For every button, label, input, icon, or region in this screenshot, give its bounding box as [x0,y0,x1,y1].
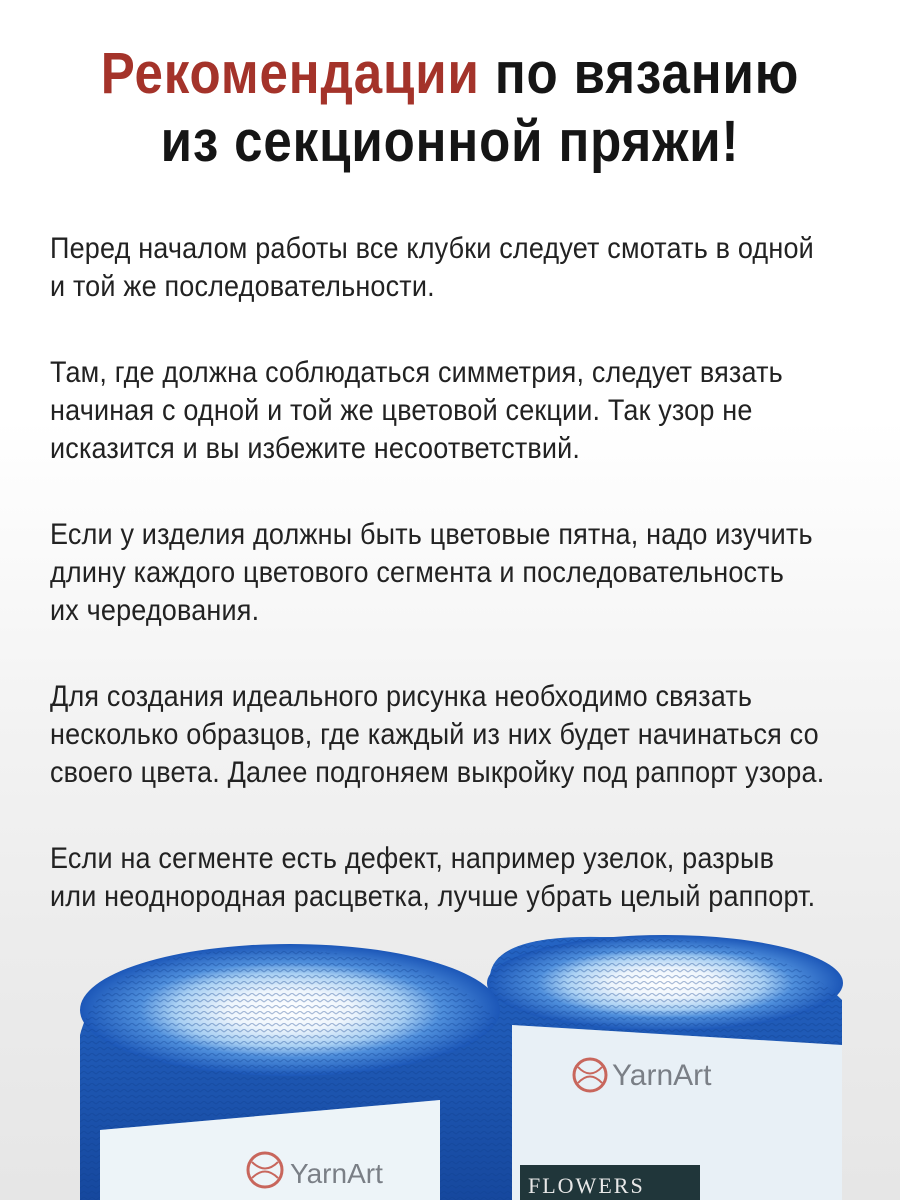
headline-line-2: из секционной пряжи! [160,109,740,174]
recommendation-paragraph [50,230,842,306]
headline [54,40,846,176]
headline-accent: Рекомендации [100,41,480,106]
recommendation-paragraph [50,678,842,792]
paragraph-line: длину каждого цветового сегмента и последовательность [50,556,785,589]
paragraph-line: Там, где должна соблюдаться симметрия, следует вязать [50,356,783,389]
headline-rest: по вязанию [479,41,800,106]
recommendation-paragraph [50,840,842,916]
paragraph-line: начиная с одной и той же цветовой секции. Так узор не [50,394,753,427]
paragraph-line: или неоднородная расцветка, лучше убрать целый раппорт. [50,880,816,913]
headline-line-1 [54,40,846,108]
brand-logo-left: YarnArt [290,1158,383,1189]
yarn-skein-left [80,944,500,1200]
recommendations [50,230,842,964]
paragraph-line: своего цвета. Далее подгоняем выкройку под раппорт узора. [50,756,825,789]
recommendation-paragraph [50,516,842,630]
paragraph-line: их чередования. [50,594,260,627]
yarn-skein-right [487,935,843,1200]
paragraph-line: исказится и вы избежите несоответствий. [50,432,581,465]
brand-logo-right: YarnArt [612,1059,712,1092]
label-flowers-text: FLOWERS [528,1173,645,1198]
recommendation-paragraph [50,354,842,468]
paragraph-line: Если у изделия должны быть цветовые пятна, надо изучить [50,518,813,551]
paragraph-line: и той же последовательности. [50,270,435,303]
paragraph-line: Для создания идеального рисунка необходимо связать [50,680,753,713]
paragraph-line: Перед началом работы все клубки следует смотать в одной [50,232,814,265]
yarn-photo [0,915,900,1200]
paragraph-line: несколько образцов, где каждый из них будет начинаться со [50,718,819,751]
paragraph-line: Если на сегменте есть дефект, например узелок, разрыв [50,842,775,875]
